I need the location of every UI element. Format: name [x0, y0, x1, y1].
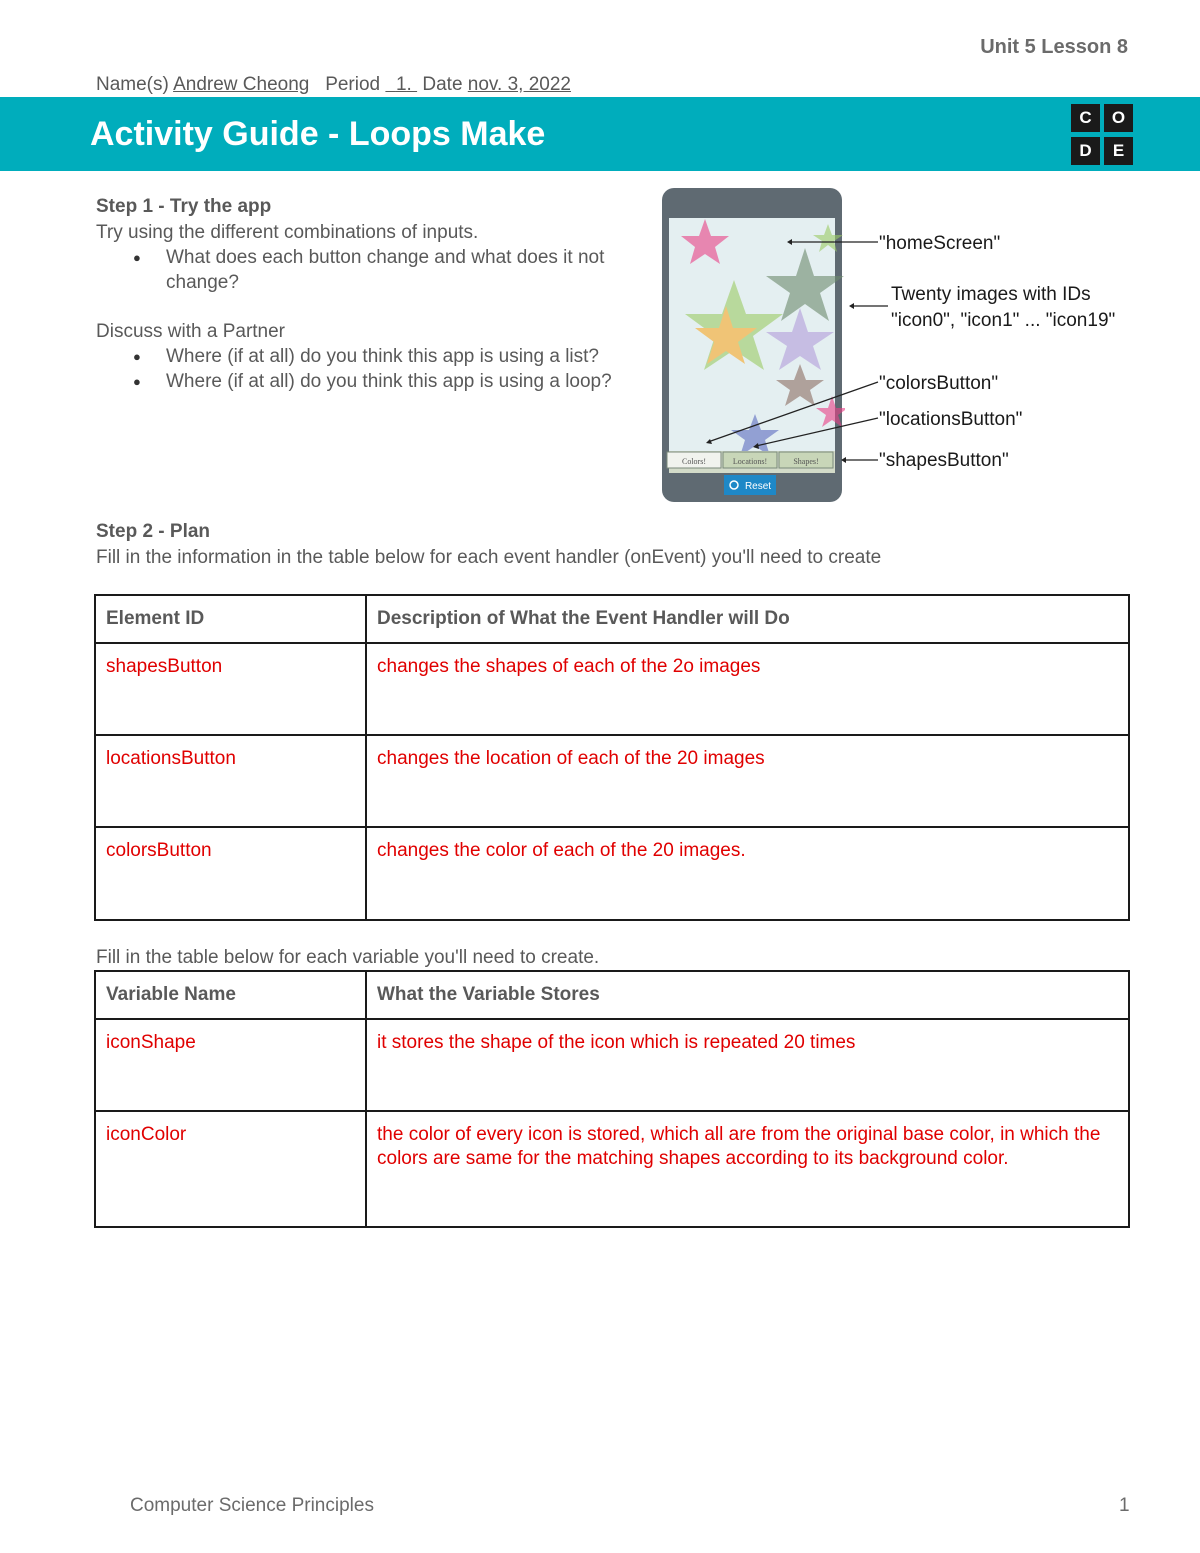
footer-page-number: 1: [1119, 1495, 1130, 1516]
label-twenty-images-2: "icon0", "icon1" ... "icon19": [891, 310, 1116, 331]
arrow-locations: [756, 418, 878, 446]
step2-intro: Fill in the information in the table below for each event handler (onEvent) you'll need to create: [96, 547, 882, 568]
logo-letter-c: C: [1071, 104, 1100, 132]
table-header-row: [95, 595, 1129, 643]
table-header-row: [95, 971, 1129, 1019]
step2-title: Step 2 - Plan: [96, 521, 211, 542]
table-row: [95, 735, 1129, 827]
label-locations-button: "locationsButton": [879, 409, 1023, 430]
variables-table: [94, 970, 1130, 1228]
description-cell: changes the color of each of the 20 images.: [366, 827, 1129, 920]
element-id-cell: shapesButton: [95, 643, 366, 735]
label-twenty-images-1: Twenty images with IDs: [891, 284, 1091, 305]
header-cell: Description of What the Event Handler will Do: [366, 595, 1129, 643]
table-row: [95, 827, 1129, 920]
variable-name-cell: iconShape: [95, 1019, 366, 1111]
unit-lesson-label: Unit 5 Lesson 8: [980, 36, 1128, 58]
locations-button-mini: Locations!: [732, 457, 768, 466]
events-table: [94, 594, 1130, 921]
discuss-label: Discuss with a Partner: [96, 321, 286, 342]
variable-name-cell: iconColor: [95, 1111, 366, 1227]
name-period-date-line: [96, 74, 571, 96]
logo-letter-d: D: [1071, 137, 1100, 165]
header-cell: Element ID: [95, 595, 366, 643]
step1-intro: Try using the different combinations of inputs.: [96, 222, 479, 243]
discuss-bullets: [96, 344, 656, 394]
date-label: Date: [422, 74, 463, 95]
discuss-bullet: ● Where (if at all) do you think this app is using a loop?: [96, 369, 656, 394]
date-value: nov. 3, 2022: [467, 74, 571, 95]
variables-intro: Fill in the table below for each variable you'll need to create.: [96, 947, 600, 968]
step1-section: [96, 196, 656, 394]
shapes-button-mini: Shapes!: [793, 457, 819, 466]
period-label: Period: [325, 74, 381, 95]
variable-stores-cell: the color of every icon is stored, which all are from the original base color, in which the colors are same for the matching shapes according to its background color.: [366, 1111, 1129, 1227]
logo-letter-o: O: [1104, 104, 1133, 132]
description-cell: changes the shapes of each of the 2o images: [366, 643, 1129, 735]
step1-bullets: [96, 245, 656, 295]
name-label: Name(s): [96, 74, 169, 95]
step1-bullet: ● What does each button change and what does it not change?: [96, 245, 656, 295]
page-title: Activity Guide - Loops Make: [90, 115, 546, 153]
header-cell: Variable Name: [95, 971, 366, 1019]
label-homescreen: "homeScreen": [879, 233, 1001, 254]
label-colors-button: "colorsButton": [879, 373, 999, 394]
logo-letter-e: E: [1104, 137, 1133, 165]
table-row: [95, 643, 1129, 735]
table-row: [95, 1111, 1129, 1227]
code-logo: [1071, 104, 1135, 166]
period-value: 1.: [395, 74, 418, 95]
header-cell: What the Variable Stores: [366, 971, 1129, 1019]
variable-stores-cell: it stores the shape of the icon which is repeated 20 times: [366, 1019, 1129, 1111]
element-id-cell: colorsButton: [95, 827, 366, 920]
description-cell: changes the location of each of the 20 images: [366, 735, 1129, 827]
element-id-cell: locationsButton: [95, 735, 366, 827]
label-shapes-button: "shapesButton": [879, 450, 1009, 471]
callout-arrows: [690, 230, 890, 470]
reset-label: Reset: [744, 481, 772, 492]
discuss-bullet: ● Where (if at all) do you think this app is using a list?: [96, 344, 656, 369]
step1-title: Step 1 - Try the app: [96, 196, 272, 217]
arrow-colors: [708, 382, 878, 442]
name-value: Andrew Cheong: [173, 74, 310, 95]
table-row: [95, 1019, 1129, 1111]
colors-button-mini: Colors!: [682, 457, 706, 466]
footer-course: Computer Science Principles: [130, 1495, 374, 1516]
